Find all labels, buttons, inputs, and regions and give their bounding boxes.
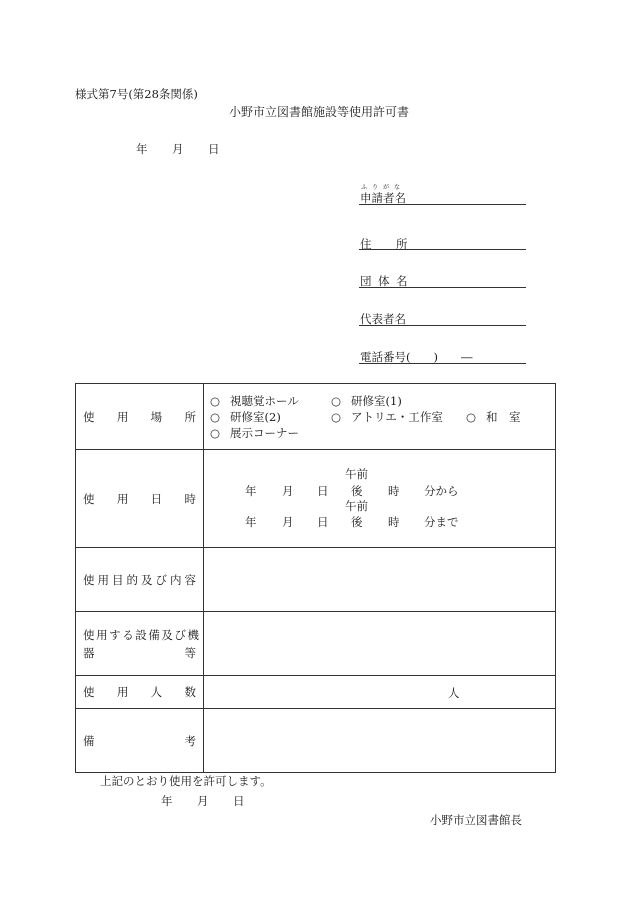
group-label-2: 体	[378, 274, 390, 288]
issuer-name: 小野市立図書館長	[430, 813, 522, 827]
end-month: 月	[282, 515, 294, 529]
end-hour: 時	[388, 515, 400, 529]
option-exhibition-corner[interactable]: ○ 展示コーナー	[210, 426, 300, 440]
footer-date-day: 日	[233, 794, 245, 808]
pm-label-2: 後	[351, 515, 363, 529]
address-line[interactable]	[359, 249, 526, 250]
row-equipment	[76, 612, 556, 676]
pm-label-1: 後	[351, 484, 363, 498]
start-minute: 分から	[424, 484, 459, 498]
label-usage-place: 使 用 場 所	[76, 384, 204, 450]
top-date-day: 日	[208, 142, 220, 156]
row-remarks	[76, 709, 556, 773]
usage-place-options	[204, 384, 556, 450]
applicant-name-ruby: ふりがな	[361, 184, 406, 191]
representative-line[interactable]	[359, 325, 526, 326]
persons-unit: 人	[448, 686, 460, 700]
end-minute: 分まで	[424, 515, 459, 529]
row-usage-purpose	[76, 548, 556, 612]
group-line[interactable]	[359, 287, 526, 288]
representative-label: 代表者名	[360, 312, 406, 326]
radio-circle-icon: ○	[331, 410, 342, 424]
label-usage-persons: 使 用 人 数	[76, 676, 204, 709]
label-remarks: 備 考	[76, 709, 204, 773]
top-date-month: 月	[172, 142, 184, 156]
am-label-1: 午前	[345, 467, 368, 481]
radio-circle-icon: ○	[210, 426, 221, 440]
start-hour: 時	[388, 484, 400, 498]
row-usage-datetime	[76, 450, 556, 548]
radio-circle-icon: ○	[210, 394, 221, 408]
usage-purpose-field[interactable]	[204, 548, 556, 612]
top-date-year: 年	[136, 142, 148, 156]
footer-date-year: 年	[161, 794, 173, 808]
radio-circle-icon: ○	[466, 410, 477, 424]
am-label-2: 午前	[345, 499, 368, 513]
form-number: 様式第7号(第28条関係)	[75, 87, 198, 101]
page-title: 小野市立図書館施設等使用許可書	[229, 105, 410, 119]
option-training-room-2[interactable]: ○ 研修室(2)	[210, 410, 281, 424]
start-day: 日	[317, 484, 329, 498]
address-label-1: 住	[360, 237, 372, 251]
phone-label: 電話番号( ) ―	[360, 350, 473, 364]
footer-date-month: 月	[197, 794, 209, 808]
end-day: 日	[317, 515, 329, 529]
radio-circle-icon: ○	[331, 394, 342, 408]
row-usage-place	[76, 384, 556, 450]
label-usage-purpose: 使 用 目 的 及 び 内 容	[76, 548, 204, 612]
approval-statement: 上記のとおり使用を許可します。	[100, 774, 272, 788]
usage-datetime-field[interactable]	[204, 450, 556, 548]
option-av-hall[interactable]: ○ 視聴覚ホール	[210, 394, 299, 408]
applicant-name-label: 申請者名	[360, 191, 406, 205]
address-label-2: 所	[396, 237, 408, 251]
equipment-field[interactable]	[204, 612, 556, 676]
phone-line[interactable]	[359, 363, 526, 364]
usage-persons-field[interactable]	[204, 676, 556, 709]
remarks-field[interactable]	[204, 709, 556, 773]
start-year: 年	[245, 484, 257, 498]
end-year: 年	[245, 515, 257, 529]
row-usage-persons	[76, 676, 556, 709]
option-atelier[interactable]: ○ アトリエ・工作室	[331, 410, 443, 424]
start-month: 月	[282, 484, 294, 498]
group-label-3: 名	[396, 274, 408, 288]
label-equipment: 使 用 す る 設 備 及 び 機 器 等	[76, 612, 204, 676]
option-training-room-1[interactable]: ○ 研修室(1)	[331, 394, 402, 408]
radio-circle-icon: ○	[210, 410, 221, 424]
applicant-name-line[interactable]	[359, 204, 526, 205]
group-label-1: 団	[360, 274, 372, 288]
usage-table	[75, 383, 556, 773]
option-japanese-room[interactable]: ○ 和 室	[466, 410, 521, 424]
label-usage-datetime: 使 用 日 時	[76, 450, 204, 548]
